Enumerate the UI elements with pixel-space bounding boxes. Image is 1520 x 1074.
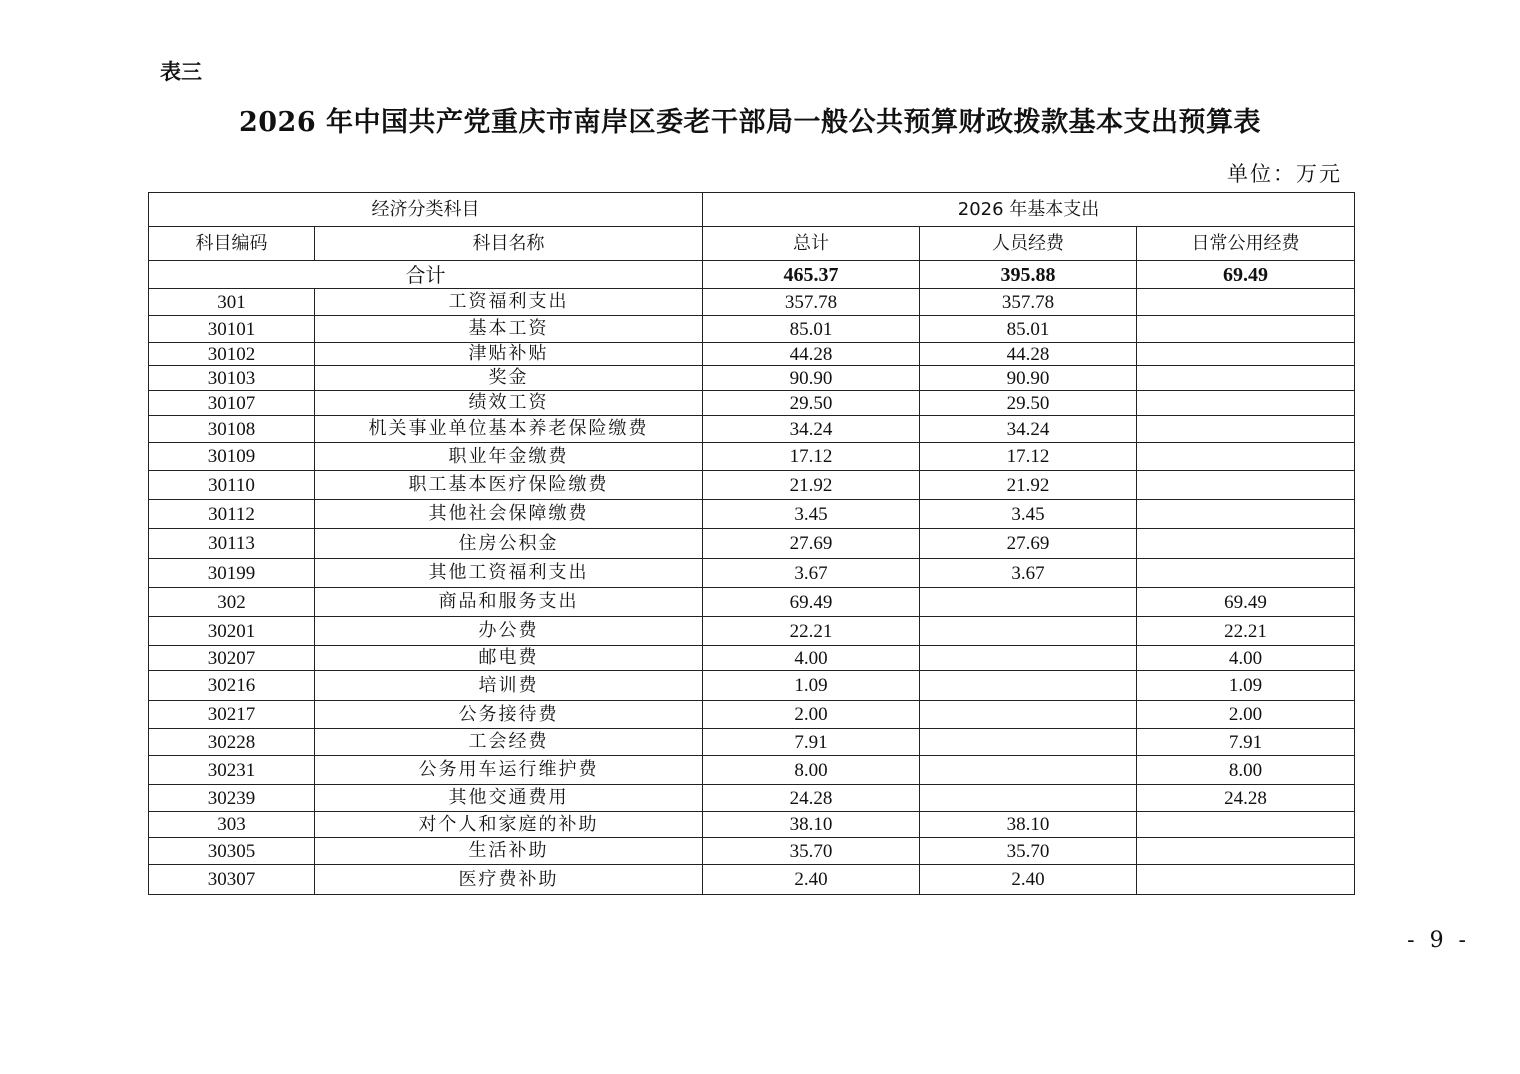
row-total: 44.28 — [703, 343, 920, 366]
row-name: 工会经费 — [315, 729, 703, 756]
table-row — [149, 701, 1355, 729]
row-code: 303 — [149, 812, 315, 838]
row-personnel: 34.24 — [920, 416, 1137, 443]
row-public — [1137, 366, 1355, 391]
row-code: 301 — [149, 289, 315, 316]
row-name: 其他交通费用 — [315, 785, 703, 812]
table-row — [149, 729, 1355, 756]
row-public: 4.00 — [1137, 646, 1355, 671]
row-name: 其他工资福利支出 — [315, 559, 703, 588]
row-code: 30103 — [149, 366, 315, 391]
row-total: 90.90 — [703, 366, 920, 391]
row-total: 357.78 — [703, 289, 920, 316]
total-total: 465.37 — [703, 261, 920, 289]
row-total: 85.01 — [703, 316, 920, 343]
row-personnel: 35.70 — [920, 838, 1137, 865]
row-total: 8.00 — [703, 756, 920, 785]
row-name: 基本工资 — [315, 316, 703, 343]
row-personnel: 2.40 — [920, 865, 1137, 895]
row-personnel: 44.28 — [920, 343, 1137, 366]
row-name: 职业年金缴费 — [315, 443, 703, 471]
row-public — [1137, 559, 1355, 588]
row-name: 其他社会保障缴费 — [315, 500, 703, 529]
row-total: 27.69 — [703, 529, 920, 559]
row-public — [1137, 865, 1355, 895]
table-row — [149, 343, 1355, 366]
row-total: 38.10 — [703, 812, 920, 838]
header-economic-classification: 经济分类科目 — [149, 193, 703, 227]
row-total: 34.24 — [703, 416, 920, 443]
row-personnel — [920, 756, 1137, 785]
row-personnel: 3.67 — [920, 559, 1137, 588]
row-total: 35.70 — [703, 838, 920, 865]
row-personnel: 3.45 — [920, 500, 1137, 529]
row-public: 24.28 — [1137, 785, 1355, 812]
table-row — [149, 785, 1355, 812]
row-code: 30239 — [149, 785, 315, 812]
row-personnel: 29.50 — [920, 391, 1137, 416]
row-public — [1137, 289, 1355, 316]
row-code: 30305 — [149, 838, 315, 865]
table-row — [149, 646, 1355, 671]
row-total: 7.91 — [703, 729, 920, 756]
row-code: 30201 — [149, 617, 315, 646]
row-total: 17.12 — [703, 443, 920, 471]
header-group-row — [149, 193, 1355, 227]
row-public — [1137, 500, 1355, 529]
row-code: 30112 — [149, 500, 315, 529]
table-row — [149, 529, 1355, 559]
row-total: 4.00 — [703, 646, 920, 671]
row-code: 30113 — [149, 529, 315, 559]
header-public: 日常公用经费 — [1137, 227, 1355, 261]
row-personnel — [920, 671, 1137, 701]
row-total: 3.67 — [703, 559, 920, 588]
table-row — [149, 366, 1355, 391]
row-public — [1137, 391, 1355, 416]
table-row — [149, 559, 1355, 588]
table-row — [149, 500, 1355, 529]
row-public — [1137, 343, 1355, 366]
row-personnel: 21.92 — [920, 471, 1137, 500]
table-row — [149, 316, 1355, 343]
row-public: 69.49 — [1137, 588, 1355, 617]
row-public — [1137, 443, 1355, 471]
table-row — [149, 391, 1355, 416]
row-total: 21.92 — [703, 471, 920, 500]
row-personnel — [920, 729, 1137, 756]
row-public: 2.00 — [1137, 701, 1355, 729]
row-public — [1137, 838, 1355, 865]
row-name: 住房公积金 — [315, 529, 703, 559]
row-public: 7.91 — [1137, 729, 1355, 756]
table-row — [149, 756, 1355, 785]
row-personnel — [920, 785, 1137, 812]
table-row — [149, 443, 1355, 471]
row-name: 办公费 — [315, 617, 703, 646]
row-name: 绩效工资 — [315, 391, 703, 416]
table-row — [149, 838, 1355, 865]
row-total: 3.45 — [703, 500, 920, 529]
row-name: 公务接待费 — [315, 701, 703, 729]
document-title: 2026 年中国共产党重庆市南岸区委老干部局一般公共预算财政拨款基本支出预算表 — [238, 107, 1262, 138]
row-name: 职工基本医疗保险缴费 — [315, 471, 703, 500]
header-basic-expenditure: 2026 年基本支出 — [703, 193, 1355, 227]
row-name: 医疗费补助 — [315, 865, 703, 895]
row-code: 30228 — [149, 729, 315, 756]
table-row — [149, 416, 1355, 443]
table-row — [149, 471, 1355, 500]
row-code: 30199 — [149, 559, 315, 588]
row-public: 22.21 — [1137, 617, 1355, 646]
row-total: 22.21 — [703, 617, 920, 646]
table-row — [149, 617, 1355, 646]
row-total: 2.40 — [703, 865, 920, 895]
row-total: 24.28 — [703, 785, 920, 812]
row-personnel: 27.69 — [920, 529, 1137, 559]
row-code: 30101 — [149, 316, 315, 343]
total-label: 合计 — [149, 261, 703, 289]
row-total: 2.00 — [703, 701, 920, 729]
header-column-row — [149, 227, 1355, 261]
row-code: 30107 — [149, 391, 315, 416]
row-personnel: 17.12 — [920, 443, 1137, 471]
row-personnel — [920, 588, 1137, 617]
header-name: 科目名称 — [315, 227, 703, 261]
row-code: 30207 — [149, 646, 315, 671]
row-name: 津贴补贴 — [315, 343, 703, 366]
header-code: 科目编码 — [149, 227, 315, 261]
table-label: 表三 — [160, 60, 202, 84]
unit-label: 单位：万元 — [1227, 162, 1342, 186]
table-row — [149, 289, 1355, 316]
row-total: 29.50 — [703, 391, 920, 416]
row-code: 30110 — [149, 471, 315, 500]
row-public: 8.00 — [1137, 756, 1355, 785]
row-code: 30307 — [149, 865, 315, 895]
total-public: 69.49 — [1137, 261, 1355, 289]
row-personnel: 85.01 — [920, 316, 1137, 343]
table-row — [149, 865, 1355, 895]
row-code: 30217 — [149, 701, 315, 729]
row-public — [1137, 416, 1355, 443]
row-name: 奖金 — [315, 366, 703, 391]
row-name: 商品和服务支出 — [315, 588, 703, 617]
row-code: 30102 — [149, 343, 315, 366]
row-public — [1137, 316, 1355, 343]
row-personnel — [920, 646, 1137, 671]
row-public — [1137, 529, 1355, 559]
row-total: 1.09 — [703, 671, 920, 701]
row-name: 对个人和家庭的补助 — [315, 812, 703, 838]
row-name: 工资福利支出 — [315, 289, 703, 316]
row-total: 69.49 — [703, 588, 920, 617]
row-personnel: 90.90 — [920, 366, 1137, 391]
row-code: 30231 — [149, 756, 315, 785]
table-row — [149, 671, 1355, 701]
row-public: 1.09 — [1137, 671, 1355, 701]
total-row — [149, 261, 1355, 289]
row-personnel — [920, 701, 1137, 729]
row-code: 30216 — [149, 671, 315, 701]
page-number: - 9 - — [1407, 928, 1470, 953]
row-code: 30108 — [149, 416, 315, 443]
row-public — [1137, 812, 1355, 838]
row-name: 培训费 — [315, 671, 703, 701]
row-personnel: 38.10 — [920, 812, 1137, 838]
row-code: 302 — [149, 588, 315, 617]
row-name: 生活补助 — [315, 838, 703, 865]
row-code: 30109 — [149, 443, 315, 471]
header-personnel: 人员经费 — [920, 227, 1137, 261]
header-total: 总计 — [703, 227, 920, 261]
budget-table — [148, 192, 1355, 895]
table-row — [149, 812, 1355, 838]
row-personnel: 357.78 — [920, 289, 1137, 316]
table-row — [149, 588, 1355, 617]
total-personnel: 395.88 — [920, 261, 1137, 289]
row-name: 公务用车运行维护费 — [315, 756, 703, 785]
row-name: 机关事业单位基本养老保险缴费 — [315, 416, 703, 443]
row-name: 邮电费 — [315, 646, 703, 671]
row-public — [1137, 471, 1355, 500]
row-personnel — [920, 617, 1137, 646]
